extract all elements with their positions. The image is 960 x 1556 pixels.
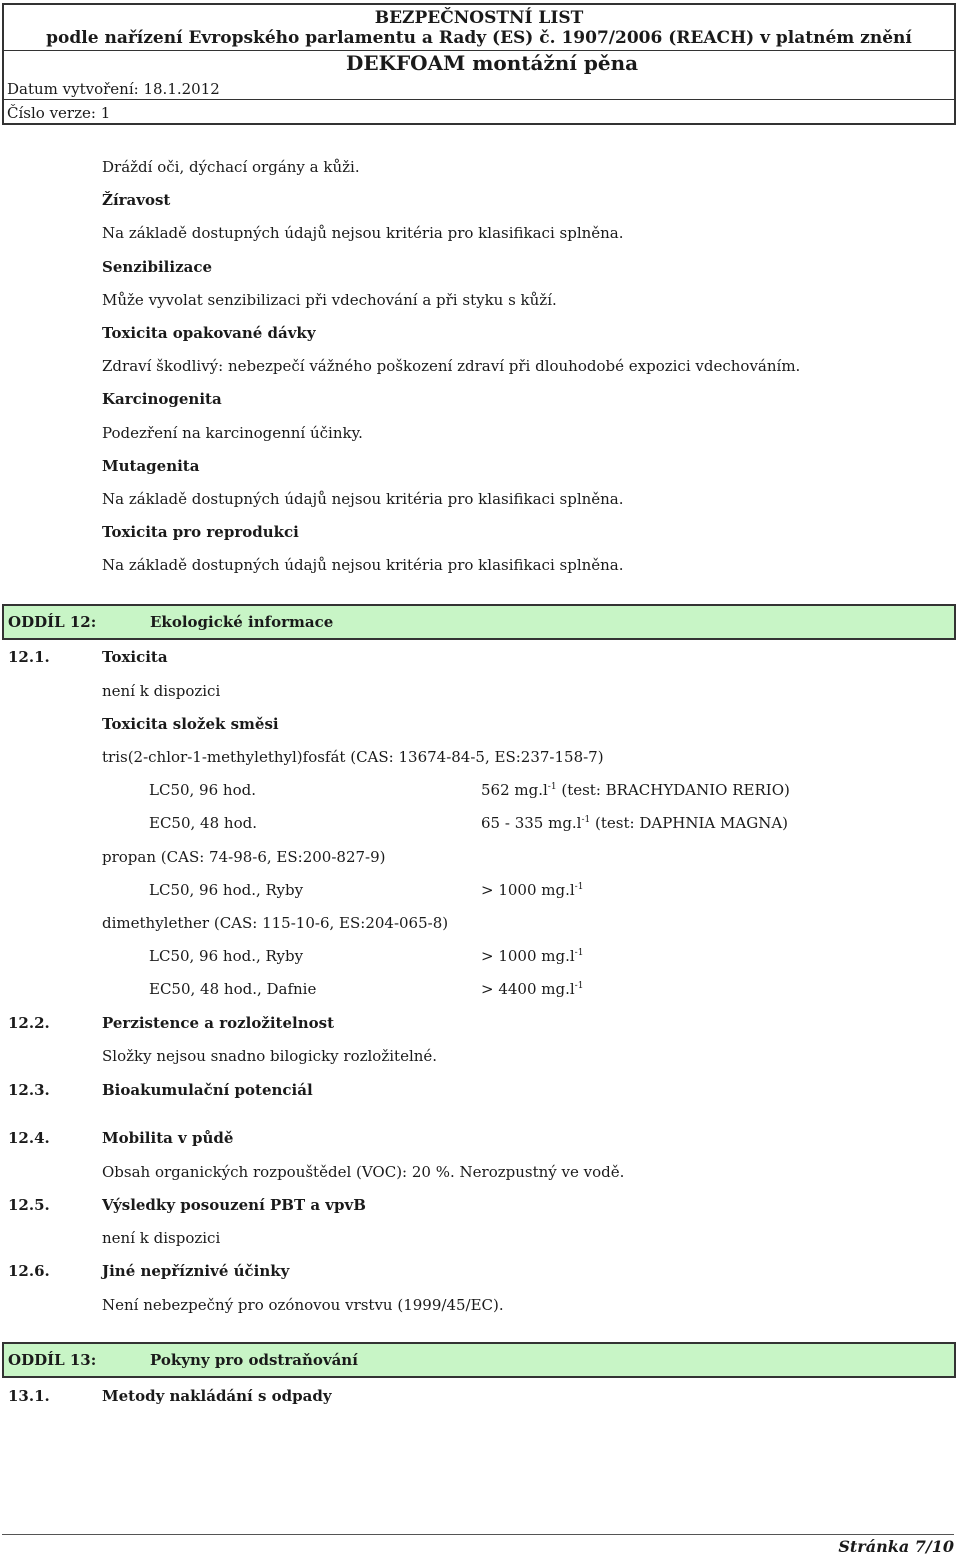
toxicology-text: Dráždí oči, dýchací orgány a kůži.: [102, 158, 360, 176]
subsection-number: 12.3.: [8, 1081, 50, 1099]
toxicology-text: Zdraví škodlivý: nebezpečí vážného poškození zdraví při dlouhodobé expozici vdechováním.: [102, 357, 801, 375]
version-number: Číslo verze: 1: [7, 104, 111, 122]
subsection-number: 12.5.: [8, 1196, 50, 1214]
product-name: DEKFOAM montážní pěna: [346, 51, 639, 75]
toxicity-parameter: LC50, 96 hod., Ryby: [149, 947, 304, 965]
section-13-label: ODDÍL 13:: [8, 1351, 97, 1369]
subsection-number: 13.1.: [8, 1387, 50, 1405]
subsection-title: Jiné nepříznivé účinky: [102, 1262, 290, 1280]
toxicology-text: Na základě dostupných údajů nejsou kritéria pro klasifikaci splněna.: [102, 224, 624, 242]
unit-exponent: -1: [574, 948, 584, 958]
subsection-title: Metody nakládání s odpady: [102, 1387, 332, 1405]
toxicology-heading: Toxicita opakované dávky: [102, 324, 316, 342]
toxicology-text: Na základě dostupných údajů nejsou kritéria pro klasifikaci splněna.: [102, 490, 624, 508]
toxicology-heading: Žíravost: [102, 191, 171, 209]
unit-exponent: -1: [581, 815, 591, 825]
substance-name: dimethylether (CAS: 115-10-6, ES:204-065-8): [102, 914, 449, 932]
toxicology-heading: Senzibilizace: [102, 258, 212, 276]
test-organism: (test: DAPHNIA MAGNA): [590, 814, 789, 832]
subsection-title: Toxicita: [102, 648, 168, 666]
toxicology-text: Může vyvolat senzibilizaci při vdechování a při styku s kůží.: [102, 291, 557, 309]
toxicity-value: [481, 982, 583, 997]
subsection-text: Složky nejsou snadno bilogicky rozložitelné.: [102, 1047, 438, 1065]
subsection-title: Výsledky posouzení PBT a vpvB: [102, 1196, 366, 1214]
toxicity-value: [481, 883, 583, 898]
toxicity-value-number: > 1000 mg.l: [481, 947, 575, 965]
subsection-number: 12.4.: [8, 1129, 50, 1147]
subsection-number: 12.1.: [8, 648, 50, 666]
toxicity-value: [481, 949, 583, 964]
document-title: BEZPEČNOSTNÍ LIST: [374, 8, 584, 28]
subsection-title: Perzistence a rozložitelnost: [102, 1014, 335, 1032]
toxicity-value: [481, 783, 790, 798]
section-13-title: Pokyny pro odstraňování: [150, 1351, 358, 1369]
subsection-number: 12.6.: [8, 1262, 50, 1280]
section-12-title: Ekologické informace: [150, 613, 334, 631]
toxicity-parameter: EC50, 48 hod., Dafnie: [149, 980, 317, 998]
subsection-title: Bioakumulační potenciál: [102, 1081, 313, 1099]
page-number: Stránka 7/10: [838, 1537, 954, 1556]
section-13-bar: [2, 1342, 956, 1378]
test-organism: (test: BRACHYDANIO RERIO): [556, 781, 790, 799]
toxicity-value-number: 562 mg.l: [481, 781, 548, 799]
toxicology-heading: Toxicita pro reprodukci: [102, 523, 299, 541]
section-12-bar: [2, 604, 956, 640]
document-subtitle: podle nařízení Evropského parlamentu a Rady (ES) č. 1907/2006 (REACH) v platném znění: [46, 28, 912, 48]
toxicology-text: Na základě dostupných údajů nejsou kritéria pro klasifikaci splněna.: [102, 556, 624, 574]
toxicity-value-number: > 1000 mg.l: [481, 881, 575, 899]
header-row-divider: [2, 99, 954, 100]
toxicity-parameter: EC50, 48 hod.: [149, 814, 257, 832]
substance-name: tris(2-chlor-1-methylethyl)fosfát (CAS: 13674-84-5, ES:237-158-7): [102, 748, 604, 766]
footer-divider: [2, 1534, 954, 1535]
toxicity-parameter: LC50, 96 hod., Ryby: [149, 881, 304, 899]
unit-exponent: -1: [574, 882, 584, 892]
subsection-text: Není nebezpečný pro ozónovou vrstvu (1999/45/EC).: [102, 1296, 504, 1314]
subsection-title: Mobilita v půdě: [102, 1129, 234, 1147]
toxicity-parameter: LC50, 96 hod.: [149, 781, 256, 799]
subsection-text: není k dispozici: [102, 1229, 221, 1247]
toxicology-heading: Karcinogenita: [102, 390, 222, 408]
toxicology-heading: Mutagenita: [102, 457, 200, 475]
toxicology-text: Podezření na karcinogenní účinky.: [102, 424, 363, 442]
toxicity-value-number: 65 - 335 mg.l: [481, 814, 582, 832]
creation-date: Datum vytvoření: 18.1.2012: [7, 80, 220, 98]
toxicity-value-number: > 4400 mg.l: [481, 980, 575, 998]
unit-exponent: -1: [574, 981, 584, 991]
substance-name: propan (CAS: 74-98-6, ES:200-827-9): [102, 848, 386, 866]
components-toxicity-heading: Toxicita složek směsi: [102, 715, 279, 733]
subsection-number: 12.2.: [8, 1014, 50, 1032]
subsection-text: není k dispozici: [102, 682, 221, 700]
section-12-label: ODDÍL 12:: [8, 613, 97, 631]
toxicity-value: [481, 816, 788, 831]
unit-exponent: -1: [547, 782, 557, 792]
subsection-text: Obsah organických rozpouštědel (VOC): 20 %. Nerozpustný ve vodě.: [102, 1163, 625, 1181]
